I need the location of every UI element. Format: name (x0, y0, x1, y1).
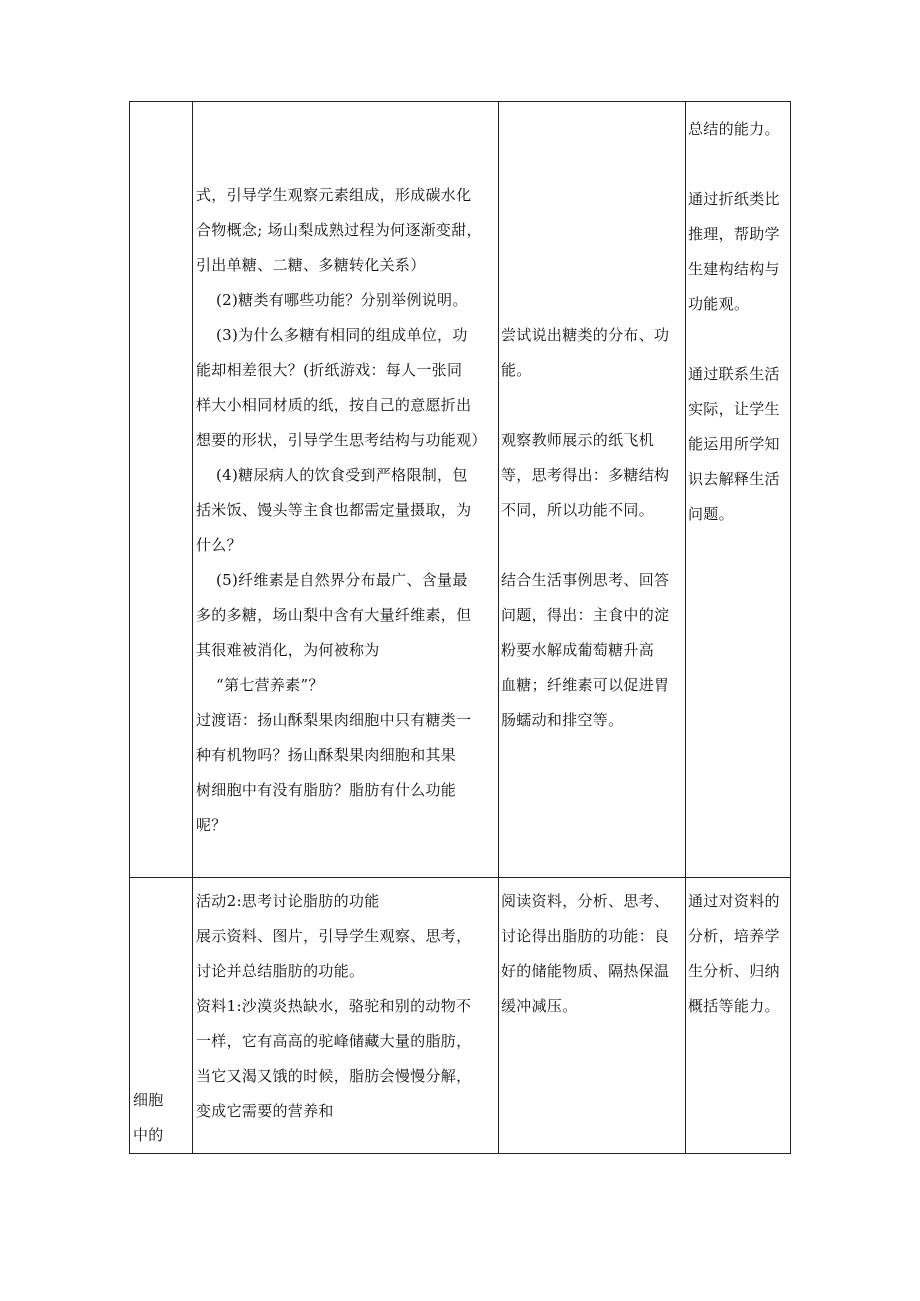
text-line: 生分析、归纳 (688, 962, 780, 980)
text-line: (3)为什么多糖有相同的组成单位，功 (216, 326, 468, 344)
text-line: 能运用所学知 (688, 435, 780, 453)
text-line: 问题。 (688, 505, 734, 523)
text-line: 能却相差很大？(折纸游戏：每人一张同 (196, 361, 463, 379)
text-line: 不同，所以功能不同。 (501, 501, 655, 519)
text-line (501, 528, 685, 563)
text-line: 样大小相同材质的纸，按自己的意愿折出 (196, 396, 472, 414)
teacher-activity-cell (193, 102, 499, 878)
text-line: 想要的形状，引导学生思考结构与功能观） (196, 431, 487, 449)
text-line: 活动2:思考讨论脂肪的功能 (196, 892, 380, 910)
teacher-activity-text (193, 878, 498, 1129)
text-line: 血糖；纤维素可以促进胃 (501, 676, 670, 694)
teacher-activity-text (193, 102, 498, 843)
text-line: 讨论并总结脂肪的功能。 (196, 962, 365, 980)
text-line (688, 322, 790, 357)
text-line: 等，思考得出：多糖结构 (501, 466, 670, 484)
text-line: 一样，它有高高的驼峰储藏大量的脂肪， (196, 1032, 472, 1050)
text-line: 结合生活事例思考、回答 (501, 571, 670, 589)
text-line: 多的多糖，场山梨中含有大量纤维素，但 (196, 606, 472, 624)
text-line: 过渡语：扬山酥梨果肉细胞中只有糖类一 (196, 711, 472, 729)
text-line: 识去解释生活 (688, 470, 780, 488)
student-activity-cell (499, 878, 686, 1154)
text-line (501, 283, 685, 318)
text-line: 尝试说出糖类的分布、功 (501, 326, 670, 344)
text-line: 分析，培养学 (688, 927, 780, 945)
text-line: 式，引导学生观察元素组成，形成碳水化 (196, 186, 472, 204)
text-line: 中的 (133, 1126, 164, 1144)
text-line: 当它又渴又饿的时候，脂肪会慢慢分解， (196, 1067, 472, 1085)
text-line: 变成它需要的营养和 (196, 1102, 334, 1120)
text-line: 通过联系生活 (688, 365, 780, 383)
text-line: 问题，得出：主食中的淀 (501, 606, 670, 624)
text-line: 好的储能物质、隔热保温 (501, 962, 670, 980)
student-activity-cell (499, 102, 686, 878)
text-line: 概括等能力。 (688, 997, 780, 1015)
table-row (130, 878, 791, 1154)
text-line (688, 147, 790, 182)
student-activity-text (499, 102, 685, 738)
text-line: 呢？ (196, 816, 227, 834)
design-intent-cell (686, 878, 791, 1154)
text-line (501, 388, 685, 423)
lesson-plan-table (129, 101, 791, 1154)
text-line: 细胞 (133, 1091, 164, 1109)
text-line: 粉要水解成葡萄糖升高 (501, 641, 655, 659)
text-line: 推理，帮助学 (688, 225, 780, 243)
text-line: 其很难被消化，为何被称为 (196, 641, 380, 659)
text-line: 实际，让学生 (688, 400, 780, 418)
design-intent-text (686, 102, 790, 532)
text-line: 总结的能力。 (688, 120, 780, 138)
stage-cell (130, 102, 193, 878)
text-line: 什么？ (196, 536, 242, 554)
text-line: 引出单糖、二糖、多糖转化关系） (196, 256, 426, 274)
text-line: 生建构结构与 (688, 260, 780, 278)
design-intent-cell (686, 102, 791, 878)
text-line (501, 248, 685, 283)
student-activity-text (499, 878, 685, 1024)
text-line (196, 143, 498, 178)
table-row (130, 102, 791, 878)
text-line: 能。 (501, 361, 532, 379)
text-line: 讨论得出脂肪的功能：良 (501, 927, 670, 945)
text-line (501, 143, 685, 178)
text-line: 括米饭、馒头等主食也都需定量摄取，为 (196, 501, 472, 519)
text-line: 通过折纸类比 (688, 190, 780, 208)
text-line: 功能观。 (688, 295, 750, 313)
teacher-activity-cell (193, 878, 499, 1154)
text-line: 树细胞中有没有脂肪？脂肪有什么功能 (196, 781, 457, 799)
text-line: (5)纤维素是自然界分布最广、含量最 (216, 571, 468, 589)
text-line (501, 213, 685, 248)
text-line: 合物概念; 场山梨成熟过程为何逐渐变甜， (196, 221, 482, 239)
text-line: 展示资料、图片，引导学生观察、思考， (196, 927, 472, 945)
text-line: 种有机物吗？扬山酥梨果肉细胞和其果 (196, 746, 457, 764)
text-line: 观察教师展示的纸飞机 (501, 431, 655, 449)
text-line: 肠蠕动和排空等。 (501, 711, 624, 729)
text-line: (4)糖尿病人的饮食受到严格限制，包 (216, 466, 468, 484)
design-intent-text (686, 878, 790, 1024)
text-line: “第七营养素”？ (216, 676, 324, 694)
stage-text (130, 878, 192, 1153)
text-line: 阅读资料，分析、思考、 (501, 892, 670, 910)
stage-cell (130, 878, 193, 1154)
text-line: 资料1:沙漠炎热缺水，骆驼和别的动物不 (196, 997, 472, 1015)
text-line: 通过对资料的 (688, 892, 780, 910)
text-line: (2)糖类有哪些功能？分别举例说明。 (216, 291, 468, 309)
text-line (501, 178, 685, 213)
text-line: 缓冲减压。 (501, 997, 578, 1015)
